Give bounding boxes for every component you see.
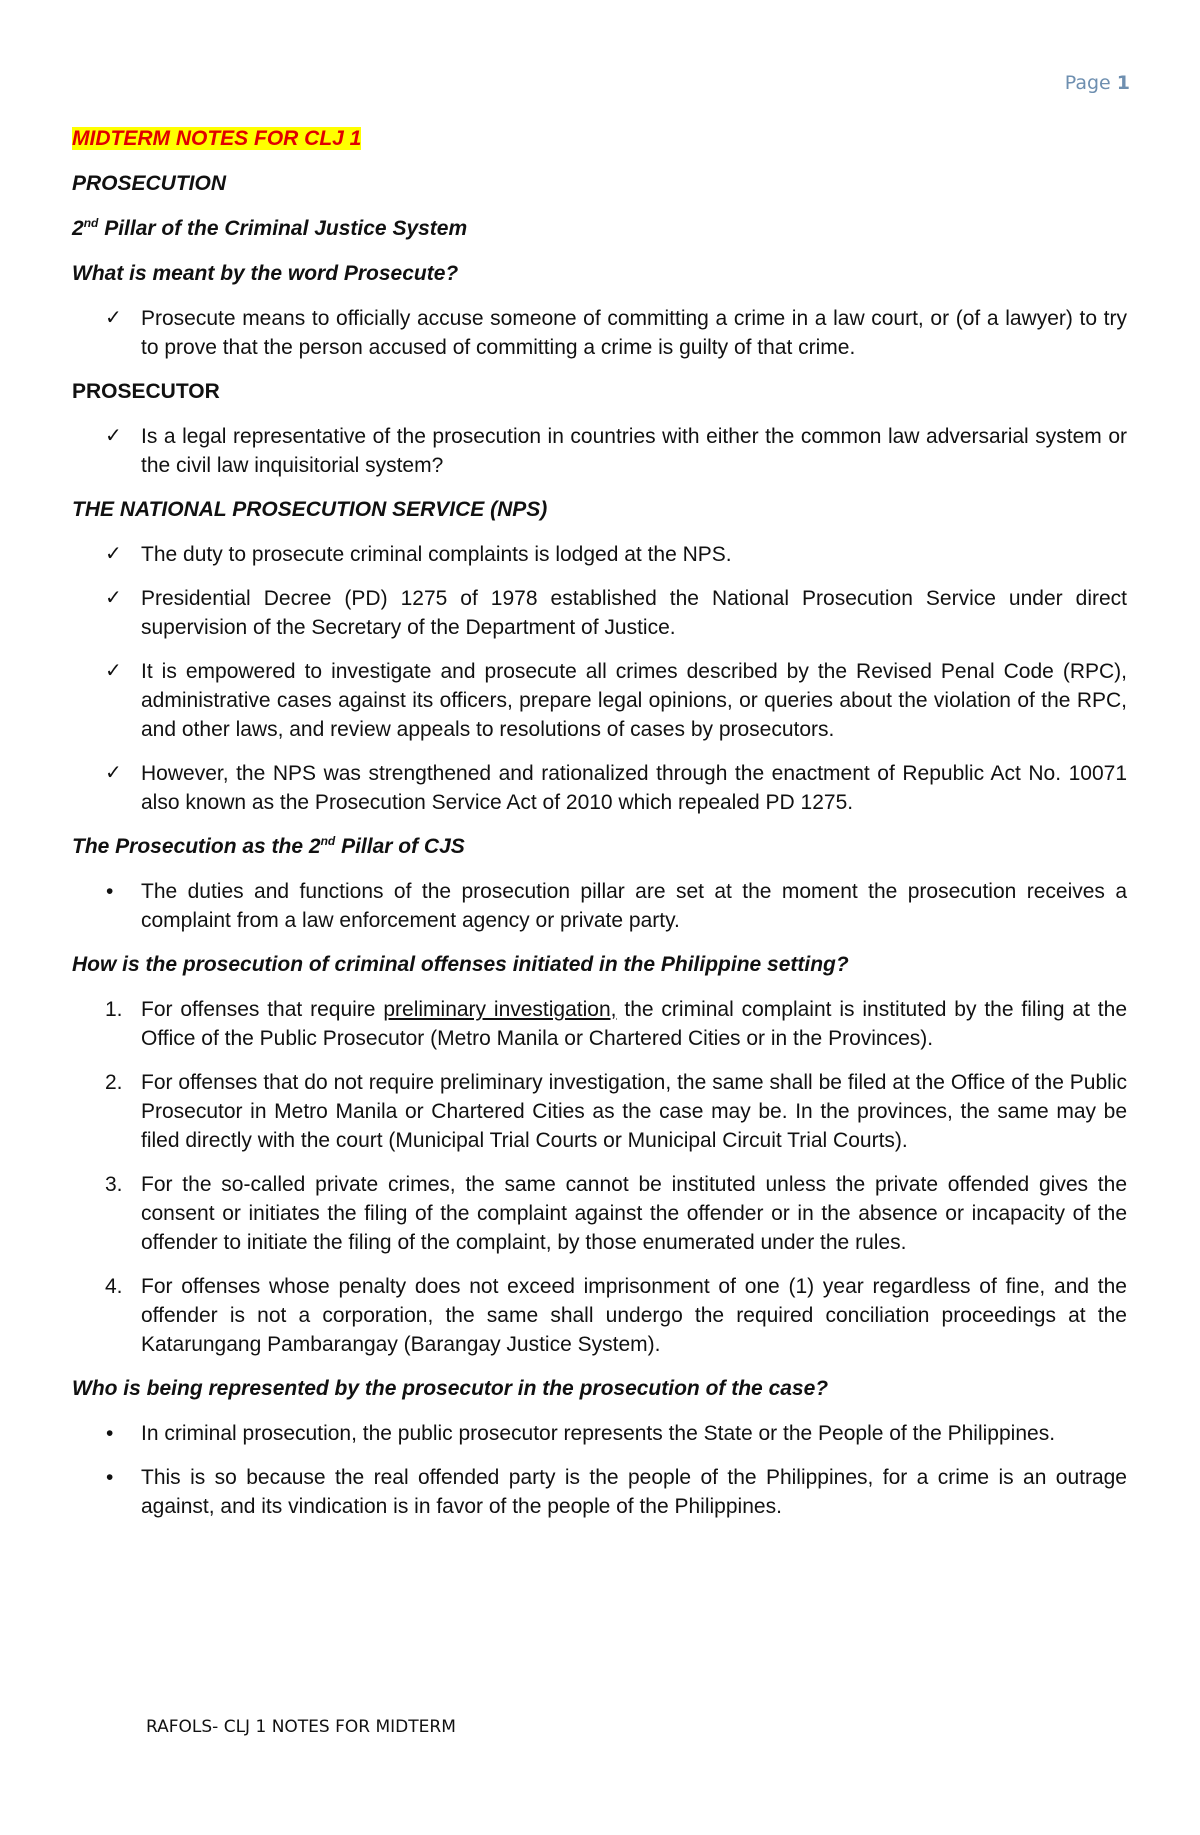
bullet-item-text: This is so because the real offended party is the people of the Philippines, for a crime is an outrage against, and its vindication is in favor of the people of the Philippines. — [141, 1466, 1127, 1518]
pillar-heading-post: Pillar of CJS — [335, 835, 465, 858]
page-label: Page — [1064, 72, 1111, 94]
question-initiated: How is the prosecution of criminal offenses initiated in the Philippine setting? — [72, 953, 849, 976]
item-number: 4. — [105, 1275, 123, 1298]
numbered-item — [72, 1272, 1127, 1359]
checklist-item — [72, 584, 1127, 642]
page-number-value: 1 — [1116, 72, 1130, 94]
prosecutor-checklist — [72, 422, 1127, 480]
section-heading-prosecution: PROSECUTION — [72, 172, 227, 195]
section-heading-pillar — [72, 832, 1127, 861]
initiated-numbered-list — [72, 995, 1127, 1359]
checkmark-icon: ✓ — [105, 307, 122, 329]
prosecute-checklist — [72, 304, 1127, 362]
numbered-item — [72, 1068, 1127, 1155]
pillar-text: Pillar of the Criminal Justice System — [98, 217, 468, 240]
bullet-item — [72, 1463, 1127, 1521]
item-number: 1. — [105, 998, 123, 1021]
bullet-icon: • — [106, 1466, 114, 1489]
bullet-item — [72, 1419, 1127, 1448]
bullet-icon: • — [106, 880, 114, 903]
question-meaning: What is meant by the word Prosecute? — [72, 262, 459, 285]
checklist-item-text: It is empowered to investigate and prosecute all crimes described by the Revised Penal Code (RPC), administrative cases against its officers, prepare legal opinions, or queries about the violation of the RPC, and other laws, and review appeals to resolutions of cases by prosecutors. — [141, 660, 1127, 741]
checklist-item-text: Is a legal representative of the prosecution in countries with either the common law adversarial system or the civil law inquisitorial system? — [141, 425, 1127, 477]
pillar-heading-pre: The Prosecution as the 2 — [72, 835, 321, 858]
checkmark-icon: ✓ — [105, 762, 122, 784]
pillar-heading-superscript: nd — [320, 834, 336, 848]
bullet-item-text: In criminal prosecution, the public prosecutor represents the State or the People of the Philippines. — [141, 1422, 1056, 1445]
document-title: MIDTERM NOTES FOR CLJ 1 — [72, 127, 362, 150]
checkmark-icon: ✓ — [105, 587, 122, 609]
page-number — [1065, 72, 1130, 94]
checklist-item — [72, 304, 1127, 362]
numbered-item-text: For the so-called private crimes, the same cannot be instituted unless the private offended gives the consent or initiates the filing of the complaint against the offender or in the absence or incapacity of the offender to initiate the filing of the complaint, by those enumerated under the rules. — [141, 1173, 1127, 1254]
pillar-superscript: nd — [83, 216, 99, 230]
pillar-number: 2 — [72, 217, 84, 240]
section-heading-prosecutor: PROSECUTOR — [72, 380, 220, 403]
bullet-icon: • — [106, 1422, 114, 1445]
numbered-item-text: For offenses that require — [141, 998, 384, 1021]
document-body — [72, 124, 1127, 1536]
bullet-item-text: The duties and functions of the prosecution pillar are set at the moment the prosecution receives a complaint from a law enforcement agency or private party. — [141, 880, 1127, 932]
checklist-item-text: Prosecute means to officially accuse someone of committing a crime in a law court, or (of a lawyer) to try to prove that the person accused of committing a crime is guilty of that crime. — [141, 307, 1127, 359]
checklist-item — [72, 422, 1127, 480]
bullet-item — [72, 877, 1127, 935]
numbered-item — [72, 995, 1127, 1053]
numbered-item-text: For offenses whose penalty does not exceed imprisonment of one (1) year regardless of fine, and the offender is not a corporation, the same shall undergo the required conciliation proceedings at the Katarungang Pambarangay (Barangay Justice System). — [141, 1275, 1127, 1356]
numbered-item-text: For offenses that do not require preliminary investigation, the same shall be filed at the Office of the Public Prosecutor in Metro Manila or Chartered Cities as the case may be. In the provinces, the same may be filed directly with the court (Municipal Trial Courts or Municipal Circuit Trial Courts). — [141, 1071, 1127, 1152]
question-represented: Who is being represented by the prosecutor in the prosecution of the case? — [72, 1377, 829, 1400]
checklist-item-text: Presidential Decree (PD) 1275 of 1978 established the National Prosecution Service under direct supervision of the Secretary of the Department of Justice. — [141, 587, 1127, 639]
checkmark-icon: ✓ — [105, 425, 122, 447]
checkmark-icon: ✓ — [105, 543, 122, 565]
pillar-bullet-list — [72, 877, 1127, 935]
pillar-heading — [72, 214, 1127, 243]
numbered-item-text: the criminal complaint is instituted by the filing at the Office of the Public Prosecutor (Metro Manila or Chartered Cities or in the Provinces). — [141, 998, 1127, 1050]
checkmark-icon: ✓ — [105, 660, 122, 682]
document-title-line — [72, 124, 1127, 153]
checklist-item-text: However, the NPS was strengthened and rationalized through the enactment of Republic Act No. 10071 also known as the Prosecution Service Act of 2010 which repealed PD 1275. — [141, 762, 1127, 814]
nps-checklist — [72, 540, 1127, 817]
checklist-item — [72, 540, 1127, 569]
checklist-item — [72, 759, 1127, 817]
numbered-item — [72, 1170, 1127, 1257]
checklist-item — [72, 657, 1127, 744]
item-number: 2. — [105, 1071, 123, 1094]
page-footer: RAFOLS- CLJ 1 NOTES FOR MIDTERM — [146, 1717, 456, 1737]
item-number: 3. — [105, 1173, 123, 1196]
underlined-term: preliminary investigation, — [383, 998, 617, 1021]
represented-bullet-list — [72, 1419, 1127, 1521]
checklist-item-text: The duty to prosecute criminal complaints is lodged at the NPS. — [141, 543, 732, 566]
section-heading-nps: THE NATIONAL PROSECUTION SERVICE (NPS) — [72, 498, 548, 521]
